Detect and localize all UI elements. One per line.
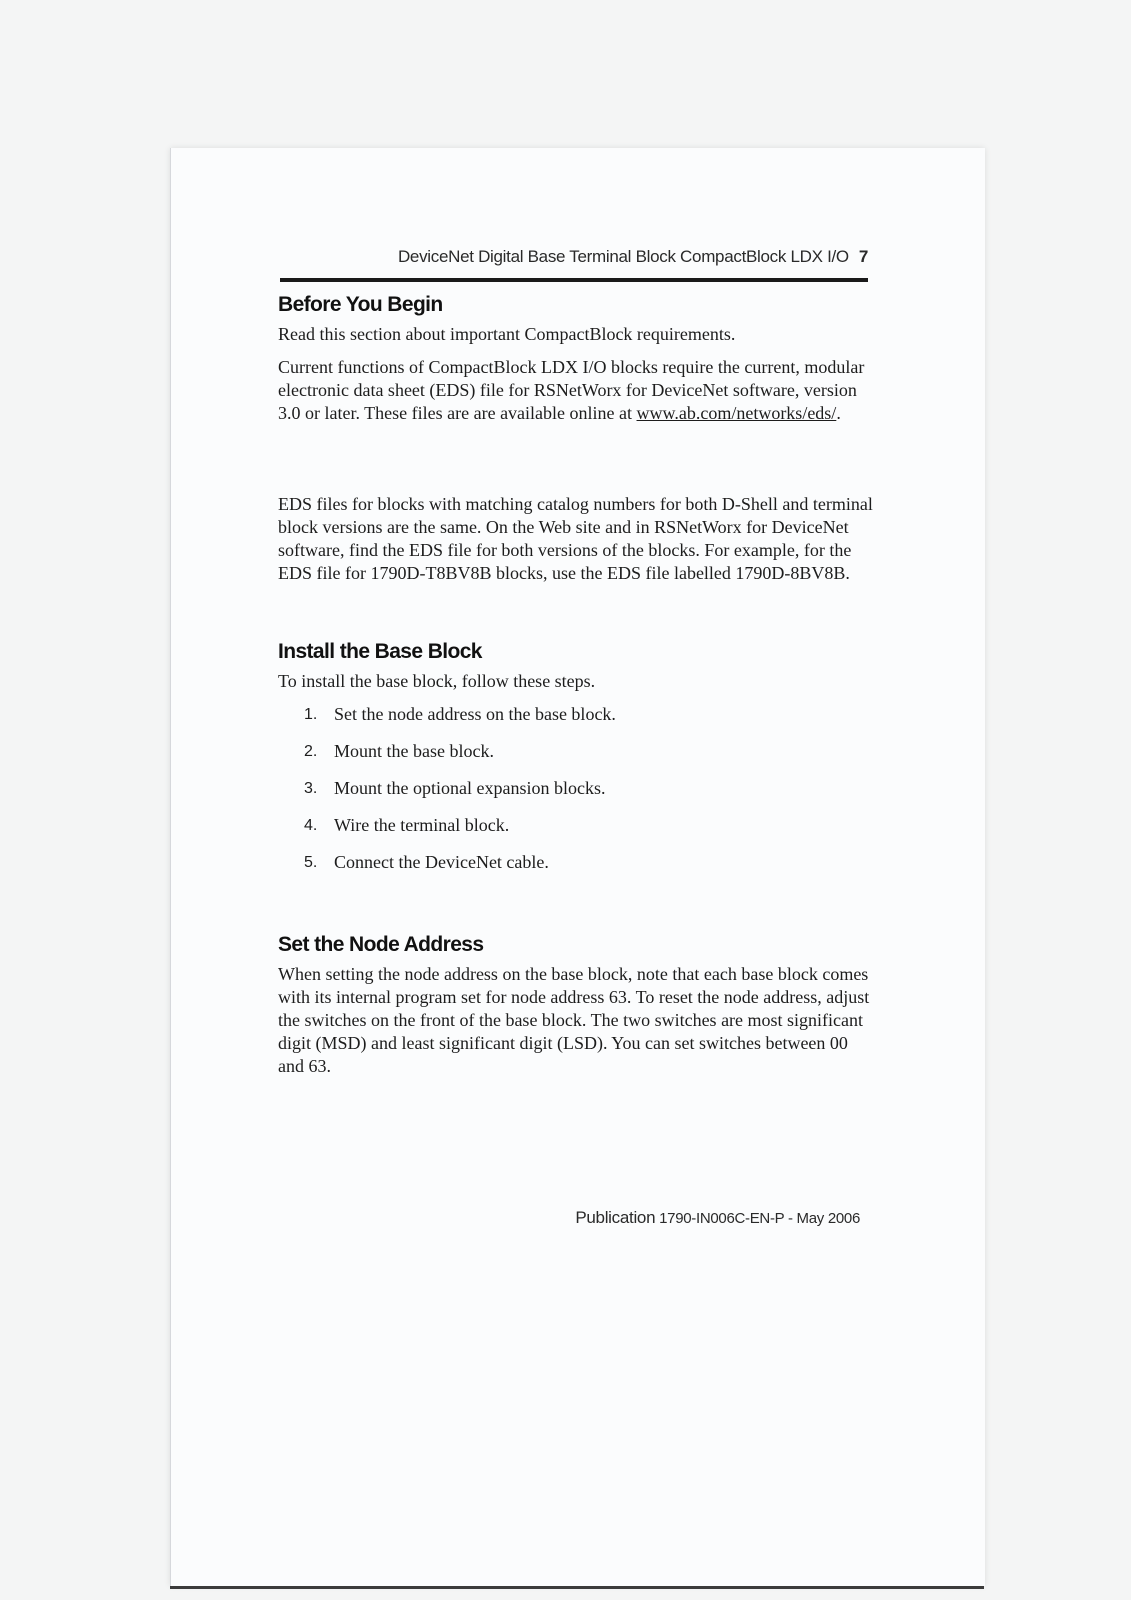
header-rule (280, 278, 868, 282)
step-number: 4. (304, 817, 318, 834)
paragraph (278, 356, 878, 425)
step-text: Wire the terminal block. (334, 815, 510, 835)
sheet-edge (170, 1586, 984, 1589)
paragraph-end: . (836, 403, 841, 423)
step-number: 5. (304, 854, 318, 871)
running-header (280, 247, 868, 267)
step-text: Set the node address on the base block. (334, 704, 616, 724)
step-text: Connect the DeviceNet cable. (334, 852, 549, 872)
section-install-base-block (278, 640, 878, 888)
list-item (304, 814, 878, 837)
paragraph: Read this section about important CompactBlock requirements. (278, 324, 736, 344)
paragraph: EDS files for blocks with matching catalog numbers for both D-Shell and terminal block versions are the same. On the Web site and in RSNetWorx for DeviceNet software, find the EDS file for both versions of the blocks. For example, for the EDS file for 1790D-T8BV8B blocks, use the EDS file labelled 1790D-8BV8B. (278, 494, 873, 583)
page-number: 7 (858, 247, 868, 266)
step-number: 2. (304, 743, 318, 760)
list-item (304, 851, 878, 874)
paragraph-text: Current functions of CompactBlock LDX I/O blocks require the current, modular electronic data sheet (EDS) file for RSNetWorx for DeviceNet software, version 3.0 or later. These files are are available online at (278, 357, 865, 423)
section-before-you-begin (278, 293, 878, 435)
list-item (304, 703, 878, 726)
step-text: Mount the base block. (334, 741, 494, 761)
step-text: Mount the optional expansion blocks. (334, 778, 606, 798)
section-set-node-address (278, 933, 878, 1088)
eds-link[interactable]: www.ab.com/networks/eds/ (636, 403, 837, 423)
header-title: DeviceNet Digital Base Terminal Block CompactBlock LDX I/O (397, 247, 849, 266)
steps-list (278, 703, 878, 874)
paragraph: To install the base block, follow these steps. (278, 671, 596, 691)
section-eds-files (278, 493, 878, 595)
publication-footer (560, 1208, 860, 1228)
section-heading: Install the Base Block (278, 640, 482, 663)
publication-code: 1790-IN006C-EN-P - May 2006 (659, 1210, 860, 1227)
step-number: 1. (304, 706, 318, 723)
list-item (304, 777, 878, 800)
paragraph: When setting the node address on the base block, note that each base block comes with its internal program set for node address 63. To reset the node address, adjust the switches on the front of the base block. The two switches are most significant digit (MSD) and least significant digit (LSD). You can set switches between 00 and 63. (278, 964, 870, 1076)
list-item (304, 740, 878, 763)
section-heading: Set the Node Address (278, 933, 484, 956)
section-heading: Before You Begin (278, 293, 443, 316)
step-number: 3. (304, 780, 318, 797)
footer-label: Publication (575, 1208, 656, 1227)
